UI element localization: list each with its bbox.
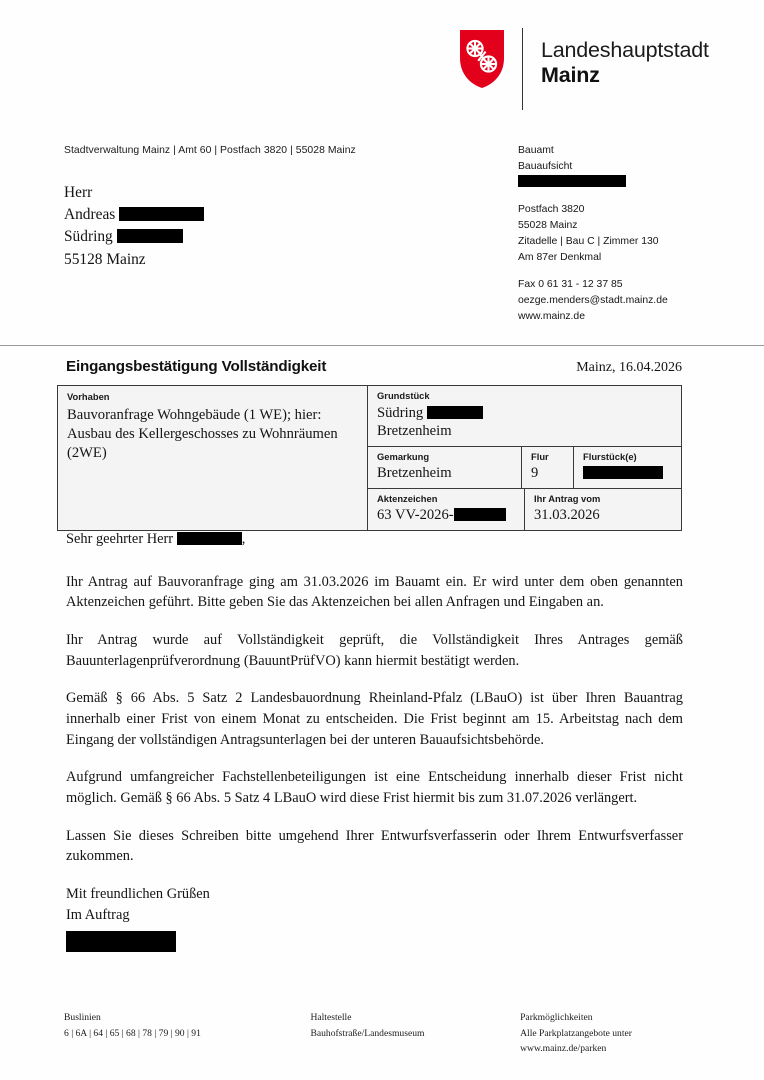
footer-bus-heading: Buslinien <box>64 1012 101 1023</box>
letter-paragraph: Ihr Antrag wurde auf Vollständigkeit geprüft, die Vollständigkeit Ihres Antrages gemäß Bauunterlagenprüfverordnung (BauuntPrüfVO) kann hiermit bestätigt werden. <box>66 632 683 669</box>
letter-salutation <box>66 529 683 550</box>
gemarkung-row <box>368 447 681 489</box>
footer-parking-url[interactable]: www.mainz.de/parken <box>520 1043 607 1055</box>
signature-redaction <box>66 931 176 952</box>
salutation-prefix: Sehr geehrter Herr <box>66 531 174 547</box>
vorhaben-cell <box>58 386 368 530</box>
contact-address-line: Am 87er Denkmal <box>518 252 602 264</box>
contact-office-group <box>518 143 668 191</box>
grundstueck-cell <box>368 386 681 446</box>
aktenzeichen-row <box>368 489 681 530</box>
contact-website[interactable]: www.mainz.de <box>518 311 585 323</box>
grundstueck-street-line <box>377 404 673 422</box>
closing-line2: Im Auftrag <box>66 906 130 923</box>
letter-closing <box>66 884 683 925</box>
subject-row <box>66 358 682 376</box>
letterhead <box>458 28 709 110</box>
mainz-coat-of-arms-icon <box>458 28 506 90</box>
footer-bus-lines: 6 | 6A | 64 | 65 | 68 | 78 | 79 | 90 | 91 <box>64 1027 201 1039</box>
salutation-suffix: , <box>241 531 246 547</box>
aktenzeichen-label: Aktenzeichen <box>377 492 438 504</box>
flur-value: 9 <box>531 465 539 482</box>
letterhead-line1: Landeshauptstadt <box>541 38 709 62</box>
vorhaben-value: Bauvoranfrage Wohngebäude (1 WE); hier: Ausbau des Kellergeschosses zu Wohnräumen (2WE) <box>67 406 338 461</box>
recipient-last-name-redaction <box>119 207 204 221</box>
contact-office-line1: Bauamt <box>518 145 554 156</box>
aktenzeichen-redaction <box>454 508 506 521</box>
flurstueck-cell <box>573 447 681 488</box>
case-details-table <box>57 385 682 531</box>
flurstueck-value-line <box>583 464 673 482</box>
letter-paragraph: Lassen Sie dieses Schreiben bitte umgehend Ihrer Entwurfsverfasserin oder Ihrem Entwurfsverfasser zukommen. <box>66 827 683 865</box>
contact-address-group <box>518 202 668 266</box>
vorhaben-label: Vorhaben <box>67 391 110 402</box>
flur-cell <box>521 447 573 488</box>
antrag-vom-label: Ihr Antrag vom <box>534 492 601 504</box>
aktenzeichen-value-line <box>377 506 516 524</box>
contact-office-line2: Bauaufsicht <box>518 161 573 173</box>
letter-body <box>66 529 683 925</box>
footer-stop-heading: Haltestelle <box>310 1012 352 1023</box>
recipient-city-line: 55128 Mainz <box>64 250 146 268</box>
closing-line1: Mit freundlichen Grüßen <box>66 886 210 903</box>
contact-officer-redaction <box>518 175 626 187</box>
sender-return-address: Stadtverwaltung Mainz | Amt 60 | Postfach 3820 | 55028 Mainz <box>64 145 356 156</box>
grundstueck-label: Grundstück <box>377 390 430 401</box>
footer-column-stop <box>310 1010 520 1057</box>
contact-address-line: Zitadelle | Bau C | Zimmer 130 <box>518 236 659 248</box>
contact-fax: Fax 0 61 31 - 12 37 85 <box>518 279 623 291</box>
letter-paragraph: Ihr Antrag auf Bauvoranfrage ging am 31.03.2026 im Bauamt ein. Er wird unter dem oben genannten Aktenzeichen geführt. Bitte geben Sie das Aktenzeichen bei allen Anfragen und Eingaben an. <box>66 573 683 611</box>
contact-block <box>518 143 668 325</box>
grundstueck-row <box>368 386 681 447</box>
signature-block <box>66 931 176 955</box>
grundstueck-number-redaction <box>427 406 483 419</box>
aktenzeichen-prefix: 63 VV-2026- <box>377 507 454 524</box>
salutation-name-redaction <box>177 532 242 545</box>
footer-parking-heading: Parkmöglichkeiten <box>520 1012 593 1023</box>
letter-paragraph: Gemäß § 66 Abs. 5 Satz 2 Landesbauordnung Rheinland-Pfalz (LBauO) ist über Ihren Bauantrag innerhalb einer Frist von einem Monat zu entscheiden. Die Frist beginnt am 15. Arbeitstag nach dem Eingang der vollständigen Antragsunterlagen bei der unteren Bauaufsichtsbehörde. <box>66 690 683 748</box>
header-divider-rule <box>0 345 764 346</box>
document-title: Eingangsbestätigung Vollständigkeit <box>66 358 327 375</box>
footer-column-bus <box>64 1010 310 1057</box>
gemarkung-cell <box>368 447 521 488</box>
flurstueck-label: Flurstück(e) <box>583 450 637 462</box>
aktenzeichen-cell <box>368 489 524 530</box>
contact-address-line: Postfach 3820 <box>518 204 585 216</box>
grundstueck-district: Bretzenheim <box>377 423 452 440</box>
letterhead-divider <box>522 28 523 110</box>
recipient-salutation-line: Herr <box>64 184 93 201</box>
recipient-street-name: Südring <box>64 228 113 246</box>
footer-column-parking <box>520 1010 704 1057</box>
recipient-street-line <box>64 226 204 248</box>
document-date: Mainz, 16.04.2026 <box>576 360 682 375</box>
antrag-vom-value: 31.03.2026 <box>534 507 600 524</box>
contact-comms-group <box>518 277 668 325</box>
page-footer <box>64 1010 704 1057</box>
footer-stop-name: Bauhofstraße/Landesmuseum <box>310 1027 425 1039</box>
flur-label: Flur <box>531 450 549 462</box>
recipient-house-number-redaction <box>117 229 183 243</box>
recipient-name-line <box>64 204 204 226</box>
recipient-address-block <box>64 182 204 271</box>
recipient-first-name: Andreas <box>64 206 116 224</box>
contact-address-line: 55028 Mainz <box>518 220 578 232</box>
contact-email[interactable]: oezge.menders@stadt.mainz.de <box>518 295 668 307</box>
letterhead-line2: Mainz <box>541 62 600 87</box>
footer-parking-line1: Alle Parkplatzangebote unter <box>520 1027 632 1039</box>
antrag-vom-cell <box>524 489 681 530</box>
grundstueck-street: Südring <box>377 404 424 421</box>
letter-paragraph: Aufgrund umfangreicher Fachstellenbeteiligungen ist eine Entscheidung innerhalb dieser Frist nicht möglich. Gemäß § 66 Abs. 5 Satz 4 LBauO wird diese Frist hiermit bis zum 31.07.2026 verlängert. <box>66 769 683 807</box>
case-details-right-column <box>368 386 681 530</box>
gemarkung-value: Bretzenheim <box>377 465 452 482</box>
contact-officer-redaction-line <box>518 175 668 191</box>
gemarkung-label: Gemarkung <box>377 450 430 462</box>
flurstueck-redaction <box>583 466 663 479</box>
